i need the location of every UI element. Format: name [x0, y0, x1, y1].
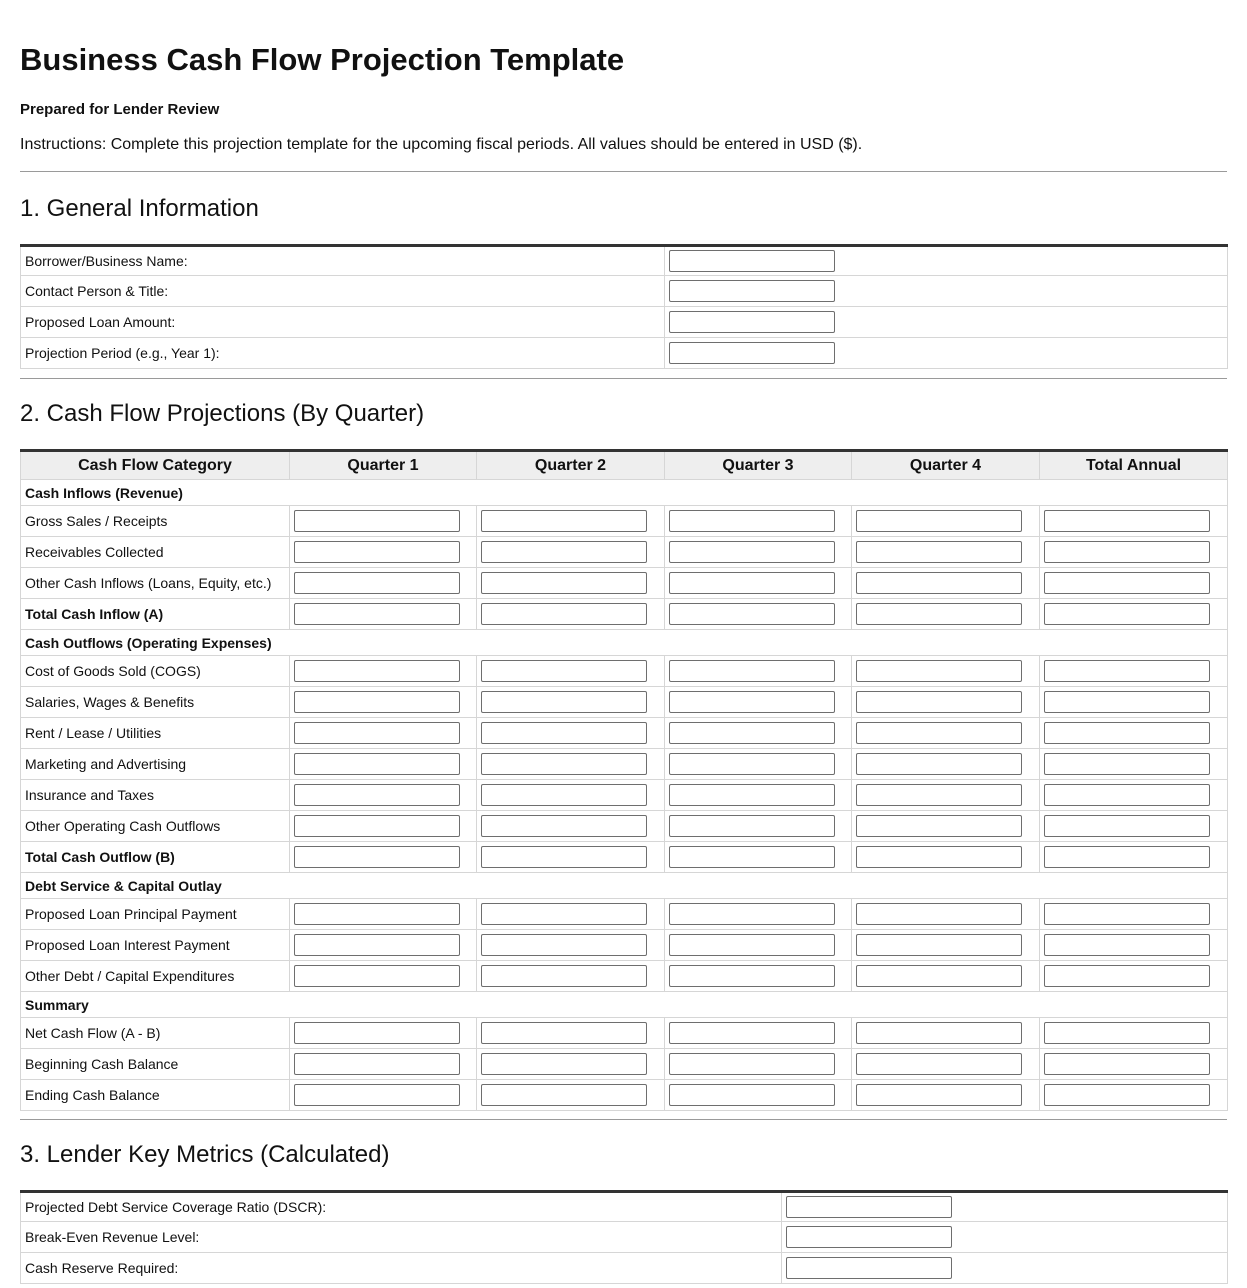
column-header-quarter-3: Quarter 3	[665, 451, 852, 480]
value-cell	[1040, 899, 1228, 930]
table-row	[21, 930, 1228, 961]
table-row	[21, 811, 1228, 842]
cost-of-goods-sold-cogs-quarter-2-input[interactable]	[481, 660, 647, 682]
rent-lease-utilities-quarter-3-input[interactable]	[669, 722, 835, 744]
value-cell	[665, 687, 852, 718]
salaries-wages-benefits-quarter-2-input[interactable]	[481, 691, 647, 713]
value-cell	[665, 506, 852, 537]
value-cell	[477, 687, 665, 718]
field-cell	[665, 276, 1228, 307]
total-cash-outflow-b-quarter-4-input[interactable]	[856, 846, 1022, 868]
value-cell	[477, 599, 665, 630]
value-cell	[665, 749, 852, 780]
value-cell	[852, 899, 1040, 930]
field-label: Projection Period (e.g., Year 1):	[21, 338, 665, 369]
value-cell	[665, 780, 852, 811]
insurance-and-taxes-quarter-3-input[interactable]	[669, 784, 835, 806]
cost-of-goods-sold-cogs-quarter-3-input[interactable]	[669, 660, 835, 682]
row-label: Total Cash Inflow (A)	[21, 599, 290, 630]
value-cell	[852, 1049, 1040, 1080]
metrics-table	[20, 1190, 1228, 1284]
value-cell	[665, 899, 852, 930]
value-cell	[1040, 656, 1228, 687]
other-cash-inflows-loans-equity-etc-total-annual-input[interactable]	[1044, 572, 1210, 594]
row-label: Receivables Collected	[21, 537, 290, 568]
value-cell	[1040, 537, 1228, 568]
gross-sales-receipts-quarter-3-input[interactable]	[669, 510, 835, 532]
document-subtitle: Prepared for Lender Review	[20, 101, 220, 118]
value-cell	[290, 961, 477, 992]
value-cell	[665, 930, 852, 961]
value-cell	[477, 930, 665, 961]
value-cell	[1040, 1018, 1228, 1049]
proposed-loan-interest-payment-quarter-3-input[interactable]	[669, 934, 835, 956]
value-cell	[477, 537, 665, 568]
other-debt-capital-expenditures-quarter-4-input[interactable]	[856, 965, 1022, 987]
value-cell	[290, 537, 477, 568]
net-cash-flow-a-b-quarter-3-input[interactable]	[669, 1022, 835, 1044]
marketing-and-advertising-total-annual-input[interactable]	[1044, 753, 1210, 775]
value-cell	[665, 599, 852, 630]
form-row	[21, 338, 1228, 369]
value-cell	[1040, 568, 1228, 599]
other-cash-inflows-loans-equity-etc-quarter-3-input[interactable]	[669, 572, 835, 594]
insurance-and-taxes-quarter-2-input[interactable]	[481, 784, 647, 806]
section-row	[21, 992, 1228, 1018]
value-cell	[1040, 811, 1228, 842]
field-label: Borrower/Business Name:	[21, 246, 665, 276]
value-cell	[290, 1049, 477, 1080]
column-header-quarter-2: Quarter 2	[477, 451, 665, 480]
other-cash-inflows-loans-equity-etc-quarter-1-input[interactable]	[294, 572, 460, 594]
value-cell	[477, 899, 665, 930]
total-cash-outflow-b-quarter-3-input[interactable]	[669, 846, 835, 868]
value-cell	[477, 718, 665, 749]
value-cell	[1040, 1049, 1228, 1080]
value-cell	[290, 930, 477, 961]
value-cell	[1040, 1080, 1228, 1111]
proposed-loan-interest-payment-quarter-2-input[interactable]	[481, 934, 647, 956]
cash-flow-table	[20, 449, 1228, 1111]
value-cell	[1040, 930, 1228, 961]
table-row	[21, 718, 1228, 749]
value-cell	[852, 811, 1040, 842]
value-cell	[852, 537, 1040, 568]
value-cell	[290, 506, 477, 537]
value-cell	[852, 1080, 1040, 1111]
net-cash-flow-a-b-quarter-1-input[interactable]	[294, 1022, 460, 1044]
value-cell	[290, 1018, 477, 1049]
value-cell	[477, 506, 665, 537]
table-row	[21, 1018, 1228, 1049]
insurance-and-taxes-total-annual-input[interactable]	[1044, 784, 1210, 806]
divider	[20, 378, 1227, 379]
value-cell	[665, 811, 852, 842]
row-label: Other Operating Cash Outflows	[21, 811, 290, 842]
proposed-loan-principal-payment-quarter-1-input[interactable]	[294, 903, 460, 925]
table-row	[21, 961, 1228, 992]
other-debt-capital-expenditures-quarter-1-input[interactable]	[294, 965, 460, 987]
value-cell	[1040, 961, 1228, 992]
form-row	[21, 1253, 1228, 1284]
value-cell	[852, 930, 1040, 961]
metrics-heading: 3. Lender Key Metrics (Calculated)	[20, 1141, 390, 1168]
ending-cash-balance-quarter-4-input[interactable]	[856, 1084, 1022, 1106]
row-label: Rent / Lease / Utilities	[21, 718, 290, 749]
row-label: Salaries, Wages & Benefits	[21, 687, 290, 718]
row-label: Net Cash Flow (A - B)	[21, 1018, 290, 1049]
form-row	[21, 246, 1228, 276]
value-cell	[290, 1080, 477, 1111]
row-label: Other Debt / Capital Expenditures	[21, 961, 290, 992]
beginning-cash-balance-quarter-2-input[interactable]	[481, 1053, 647, 1075]
borrower-business-name-input[interactable]	[669, 250, 835, 272]
rent-lease-utilities-quarter-4-input[interactable]	[856, 722, 1022, 744]
value-cell	[665, 718, 852, 749]
receivables-collected-quarter-1-input[interactable]	[294, 541, 460, 563]
row-label: Ending Cash Balance	[21, 1080, 290, 1111]
projection-period-e-g-year-1-input[interactable]	[669, 342, 835, 364]
value-cell	[290, 749, 477, 780]
value-cell	[665, 961, 852, 992]
field-label: Projected Debt Service Coverage Ratio (DSCR):	[21, 1192, 782, 1222]
field-cell	[782, 1192, 1228, 1222]
value-cell	[290, 899, 477, 930]
form-row	[21, 1192, 1228, 1222]
value-cell	[852, 961, 1040, 992]
cost-of-goods-sold-cogs-total-annual-input[interactable]	[1044, 660, 1210, 682]
divider	[20, 1119, 1227, 1120]
value-cell	[290, 568, 477, 599]
value-cell	[477, 1049, 665, 1080]
table-row	[21, 749, 1228, 780]
value-cell	[852, 749, 1040, 780]
value-cell	[290, 811, 477, 842]
proposed-loan-interest-payment-quarter-4-input[interactable]	[856, 934, 1022, 956]
table-row	[21, 599, 1228, 630]
row-label: Proposed Loan Principal Payment	[21, 899, 290, 930]
other-debt-capital-expenditures-quarter-3-input[interactable]	[669, 965, 835, 987]
value-cell	[852, 718, 1040, 749]
insurance-and-taxes-quarter-4-input[interactable]	[856, 784, 1022, 806]
table-row	[21, 537, 1228, 568]
total-cash-inflow-a-quarter-1-input[interactable]	[294, 603, 460, 625]
value-cell	[852, 842, 1040, 873]
value-cell	[665, 1049, 852, 1080]
value-cell	[477, 1080, 665, 1111]
row-label: Proposed Loan Interest Payment	[21, 930, 290, 961]
row-label: Cost of Goods Sold (COGS)	[21, 656, 290, 687]
value-cell	[1040, 506, 1228, 537]
table-row	[21, 506, 1228, 537]
table-header-row	[21, 451, 1228, 480]
value-cell	[852, 656, 1040, 687]
proposed-loan-interest-payment-quarter-1-input[interactable]	[294, 934, 460, 956]
beginning-cash-balance-quarter-1-input[interactable]	[294, 1053, 460, 1075]
proposed-loan-principal-payment-quarter-4-input[interactable]	[856, 903, 1022, 925]
general-info-heading: 1. General Information	[20, 195, 259, 222]
section-row	[21, 480, 1228, 506]
table-row	[21, 656, 1228, 687]
insurance-and-taxes-quarter-1-input[interactable]	[294, 784, 460, 806]
value-cell	[665, 1018, 852, 1049]
other-operating-cash-outflows-quarter-2-input[interactable]	[481, 815, 647, 837]
value-cell	[477, 1018, 665, 1049]
value-cell	[852, 687, 1040, 718]
value-cell	[290, 780, 477, 811]
value-cell	[290, 718, 477, 749]
form-row	[21, 276, 1228, 307]
section-title: Summary	[21, 992, 1228, 1018]
receivables-collected-total-annual-input[interactable]	[1044, 541, 1210, 563]
gross-sales-receipts-quarter-1-input[interactable]	[294, 510, 460, 532]
proposed-loan-principal-payment-quarter-3-input[interactable]	[669, 903, 835, 925]
gross-sales-receipts-quarter-2-input[interactable]	[481, 510, 647, 532]
value-cell	[1040, 687, 1228, 718]
marketing-and-advertising-quarter-2-input[interactable]	[481, 753, 647, 775]
value-cell	[1040, 842, 1228, 873]
value-cell	[665, 1080, 852, 1111]
column-header-total-annual: Total Annual	[1040, 451, 1228, 480]
row-label: Gross Sales / Receipts	[21, 506, 290, 537]
total-cash-inflow-a-quarter-4-input[interactable]	[856, 603, 1022, 625]
receivables-collected-quarter-3-input[interactable]	[669, 541, 835, 563]
projected-debt-service-coverage-ratio-dscr-input[interactable]	[786, 1196, 952, 1218]
column-header-quarter-1: Quarter 1	[290, 451, 477, 480]
field-cell	[665, 307, 1228, 338]
ending-cash-balance-total-annual-input[interactable]	[1044, 1084, 1210, 1106]
value-cell	[477, 811, 665, 842]
value-cell	[852, 780, 1040, 811]
cost-of-goods-sold-cogs-quarter-4-input[interactable]	[856, 660, 1022, 682]
rent-lease-utilities-total-annual-input[interactable]	[1044, 722, 1210, 744]
total-cash-inflow-a-total-annual-input[interactable]	[1044, 603, 1210, 625]
table-row	[21, 899, 1228, 930]
value-cell	[665, 656, 852, 687]
proposed-loan-interest-payment-total-annual-input[interactable]	[1044, 934, 1210, 956]
row-label: Other Cash Inflows (Loans, Equity, etc.)	[21, 568, 290, 599]
section-row	[21, 630, 1228, 656]
receivables-collected-quarter-2-input[interactable]	[481, 541, 647, 563]
value-cell	[665, 537, 852, 568]
beginning-cash-balance-quarter-3-input[interactable]	[669, 1053, 835, 1075]
field-cell	[782, 1253, 1228, 1284]
field-label: Proposed Loan Amount:	[21, 307, 665, 338]
document-title: Business Cash Flow Projection Template	[20, 42, 625, 77]
total-cash-outflow-b-quarter-1-input[interactable]	[294, 846, 460, 868]
field-cell	[665, 246, 1228, 276]
gross-sales-receipts-quarter-4-input[interactable]	[856, 510, 1022, 532]
rent-lease-utilities-quarter-1-input[interactable]	[294, 722, 460, 744]
row-label: Beginning Cash Balance	[21, 1049, 290, 1080]
salaries-wages-benefits-total-annual-input[interactable]	[1044, 691, 1210, 713]
value-cell	[1040, 780, 1228, 811]
table-row	[21, 568, 1228, 599]
value-cell	[477, 656, 665, 687]
general-info-table	[20, 244, 1228, 369]
table-row	[21, 842, 1228, 873]
value-cell	[477, 780, 665, 811]
proposed-loan-amount-input[interactable]	[669, 311, 835, 333]
value-cell	[665, 842, 852, 873]
value-cell	[477, 842, 665, 873]
beginning-cash-balance-total-annual-input[interactable]	[1044, 1053, 1210, 1075]
value-cell	[290, 599, 477, 630]
value-cell	[852, 599, 1040, 630]
salaries-wages-benefits-quarter-3-input[interactable]	[669, 691, 835, 713]
divider	[20, 171, 1227, 172]
net-cash-flow-a-b-quarter-4-input[interactable]	[856, 1022, 1022, 1044]
projections-heading: 2. Cash Flow Projections (By Quarter)	[20, 400, 425, 427]
salaries-wages-benefits-quarter-4-input[interactable]	[856, 691, 1022, 713]
value-cell	[665, 568, 852, 599]
cash-reserve-required-input[interactable]	[786, 1257, 952, 1279]
ending-cash-balance-quarter-3-input[interactable]	[669, 1084, 835, 1106]
column-header-quarter-4: Quarter 4	[852, 451, 1040, 480]
net-cash-flow-a-b-quarter-2-input[interactable]	[481, 1022, 647, 1044]
other-operating-cash-outflows-total-annual-input[interactable]	[1044, 815, 1210, 837]
total-cash-outflow-b-quarter-2-input[interactable]	[481, 846, 647, 868]
ending-cash-balance-quarter-1-input[interactable]	[294, 1084, 460, 1106]
marketing-and-advertising-quarter-1-input[interactable]	[294, 753, 460, 775]
marketing-and-advertising-quarter-3-input[interactable]	[669, 753, 835, 775]
table-row	[21, 687, 1228, 718]
value-cell	[1040, 599, 1228, 630]
section-title: Cash Inflows (Revenue)	[21, 480, 1228, 506]
value-cell	[290, 687, 477, 718]
instructions-text: Instructions: Complete this projection template for the upcoming fiscal periods. All values should be entered in USD ($).	[20, 136, 863, 153]
total-cash-inflow-a-quarter-2-input[interactable]	[481, 603, 647, 625]
total-cash-inflow-a-quarter-3-input[interactable]	[669, 603, 835, 625]
value-cell	[1040, 749, 1228, 780]
row-label: Total Cash Outflow (B)	[21, 842, 290, 873]
gross-sales-receipts-total-annual-input[interactable]	[1044, 510, 1210, 532]
rent-lease-utilities-quarter-2-input[interactable]	[481, 722, 647, 744]
other-debt-capital-expenditures-total-annual-input[interactable]	[1044, 965, 1210, 987]
value-cell	[852, 1018, 1040, 1049]
section-title: Debt Service & Capital Outlay	[21, 873, 1228, 899]
value-cell	[477, 961, 665, 992]
field-cell	[665, 338, 1228, 369]
row-label: Marketing and Advertising	[21, 749, 290, 780]
receivables-collected-quarter-4-input[interactable]	[856, 541, 1022, 563]
section-title: Cash Outflows (Operating Expenses)	[21, 630, 1228, 656]
value-cell	[290, 656, 477, 687]
ending-cash-balance-quarter-2-input[interactable]	[481, 1084, 647, 1106]
value-cell	[852, 506, 1040, 537]
marketing-and-advertising-quarter-4-input[interactable]	[856, 753, 1022, 775]
value-cell	[1040, 718, 1228, 749]
other-debt-capital-expenditures-quarter-2-input[interactable]	[481, 965, 647, 987]
table-row	[21, 780, 1228, 811]
beginning-cash-balance-quarter-4-input[interactable]	[856, 1053, 1022, 1075]
field-label: Contact Person & Title:	[21, 276, 665, 307]
form-row	[21, 1222, 1228, 1253]
other-operating-cash-outflows-quarter-4-input[interactable]	[856, 815, 1022, 837]
field-label: Break-Even Revenue Level:	[21, 1222, 782, 1253]
salaries-wages-benefits-quarter-1-input[interactable]	[294, 691, 460, 713]
other-operating-cash-outflows-quarter-1-input[interactable]	[294, 815, 460, 837]
value-cell	[852, 568, 1040, 599]
column-header-cash-flow-category: Cash Flow Category	[21, 451, 290, 480]
table-row	[21, 1049, 1228, 1080]
contact-person-title-input[interactable]	[669, 280, 835, 302]
value-cell	[477, 568, 665, 599]
proposed-loan-principal-payment-total-annual-input[interactable]	[1044, 903, 1210, 925]
proposed-loan-principal-payment-quarter-2-input[interactable]	[481, 903, 647, 925]
break-even-revenue-level-input[interactable]	[786, 1226, 952, 1248]
field-cell	[782, 1222, 1228, 1253]
row-label: Insurance and Taxes	[21, 780, 290, 811]
table-row	[21, 1080, 1228, 1111]
cost-of-goods-sold-cogs-quarter-1-input[interactable]	[294, 660, 460, 682]
field-label: Cash Reserve Required:	[21, 1253, 782, 1284]
other-cash-inflows-loans-equity-etc-quarter-4-input[interactable]	[856, 572, 1022, 594]
form-row	[21, 307, 1228, 338]
total-cash-outflow-b-total-annual-input[interactable]	[1044, 846, 1210, 868]
net-cash-flow-a-b-total-annual-input[interactable]	[1044, 1022, 1210, 1044]
value-cell	[477, 749, 665, 780]
other-cash-inflows-loans-equity-etc-quarter-2-input[interactable]	[481, 572, 647, 594]
value-cell	[290, 842, 477, 873]
section-row	[21, 873, 1228, 899]
other-operating-cash-outflows-quarter-3-input[interactable]	[669, 815, 835, 837]
